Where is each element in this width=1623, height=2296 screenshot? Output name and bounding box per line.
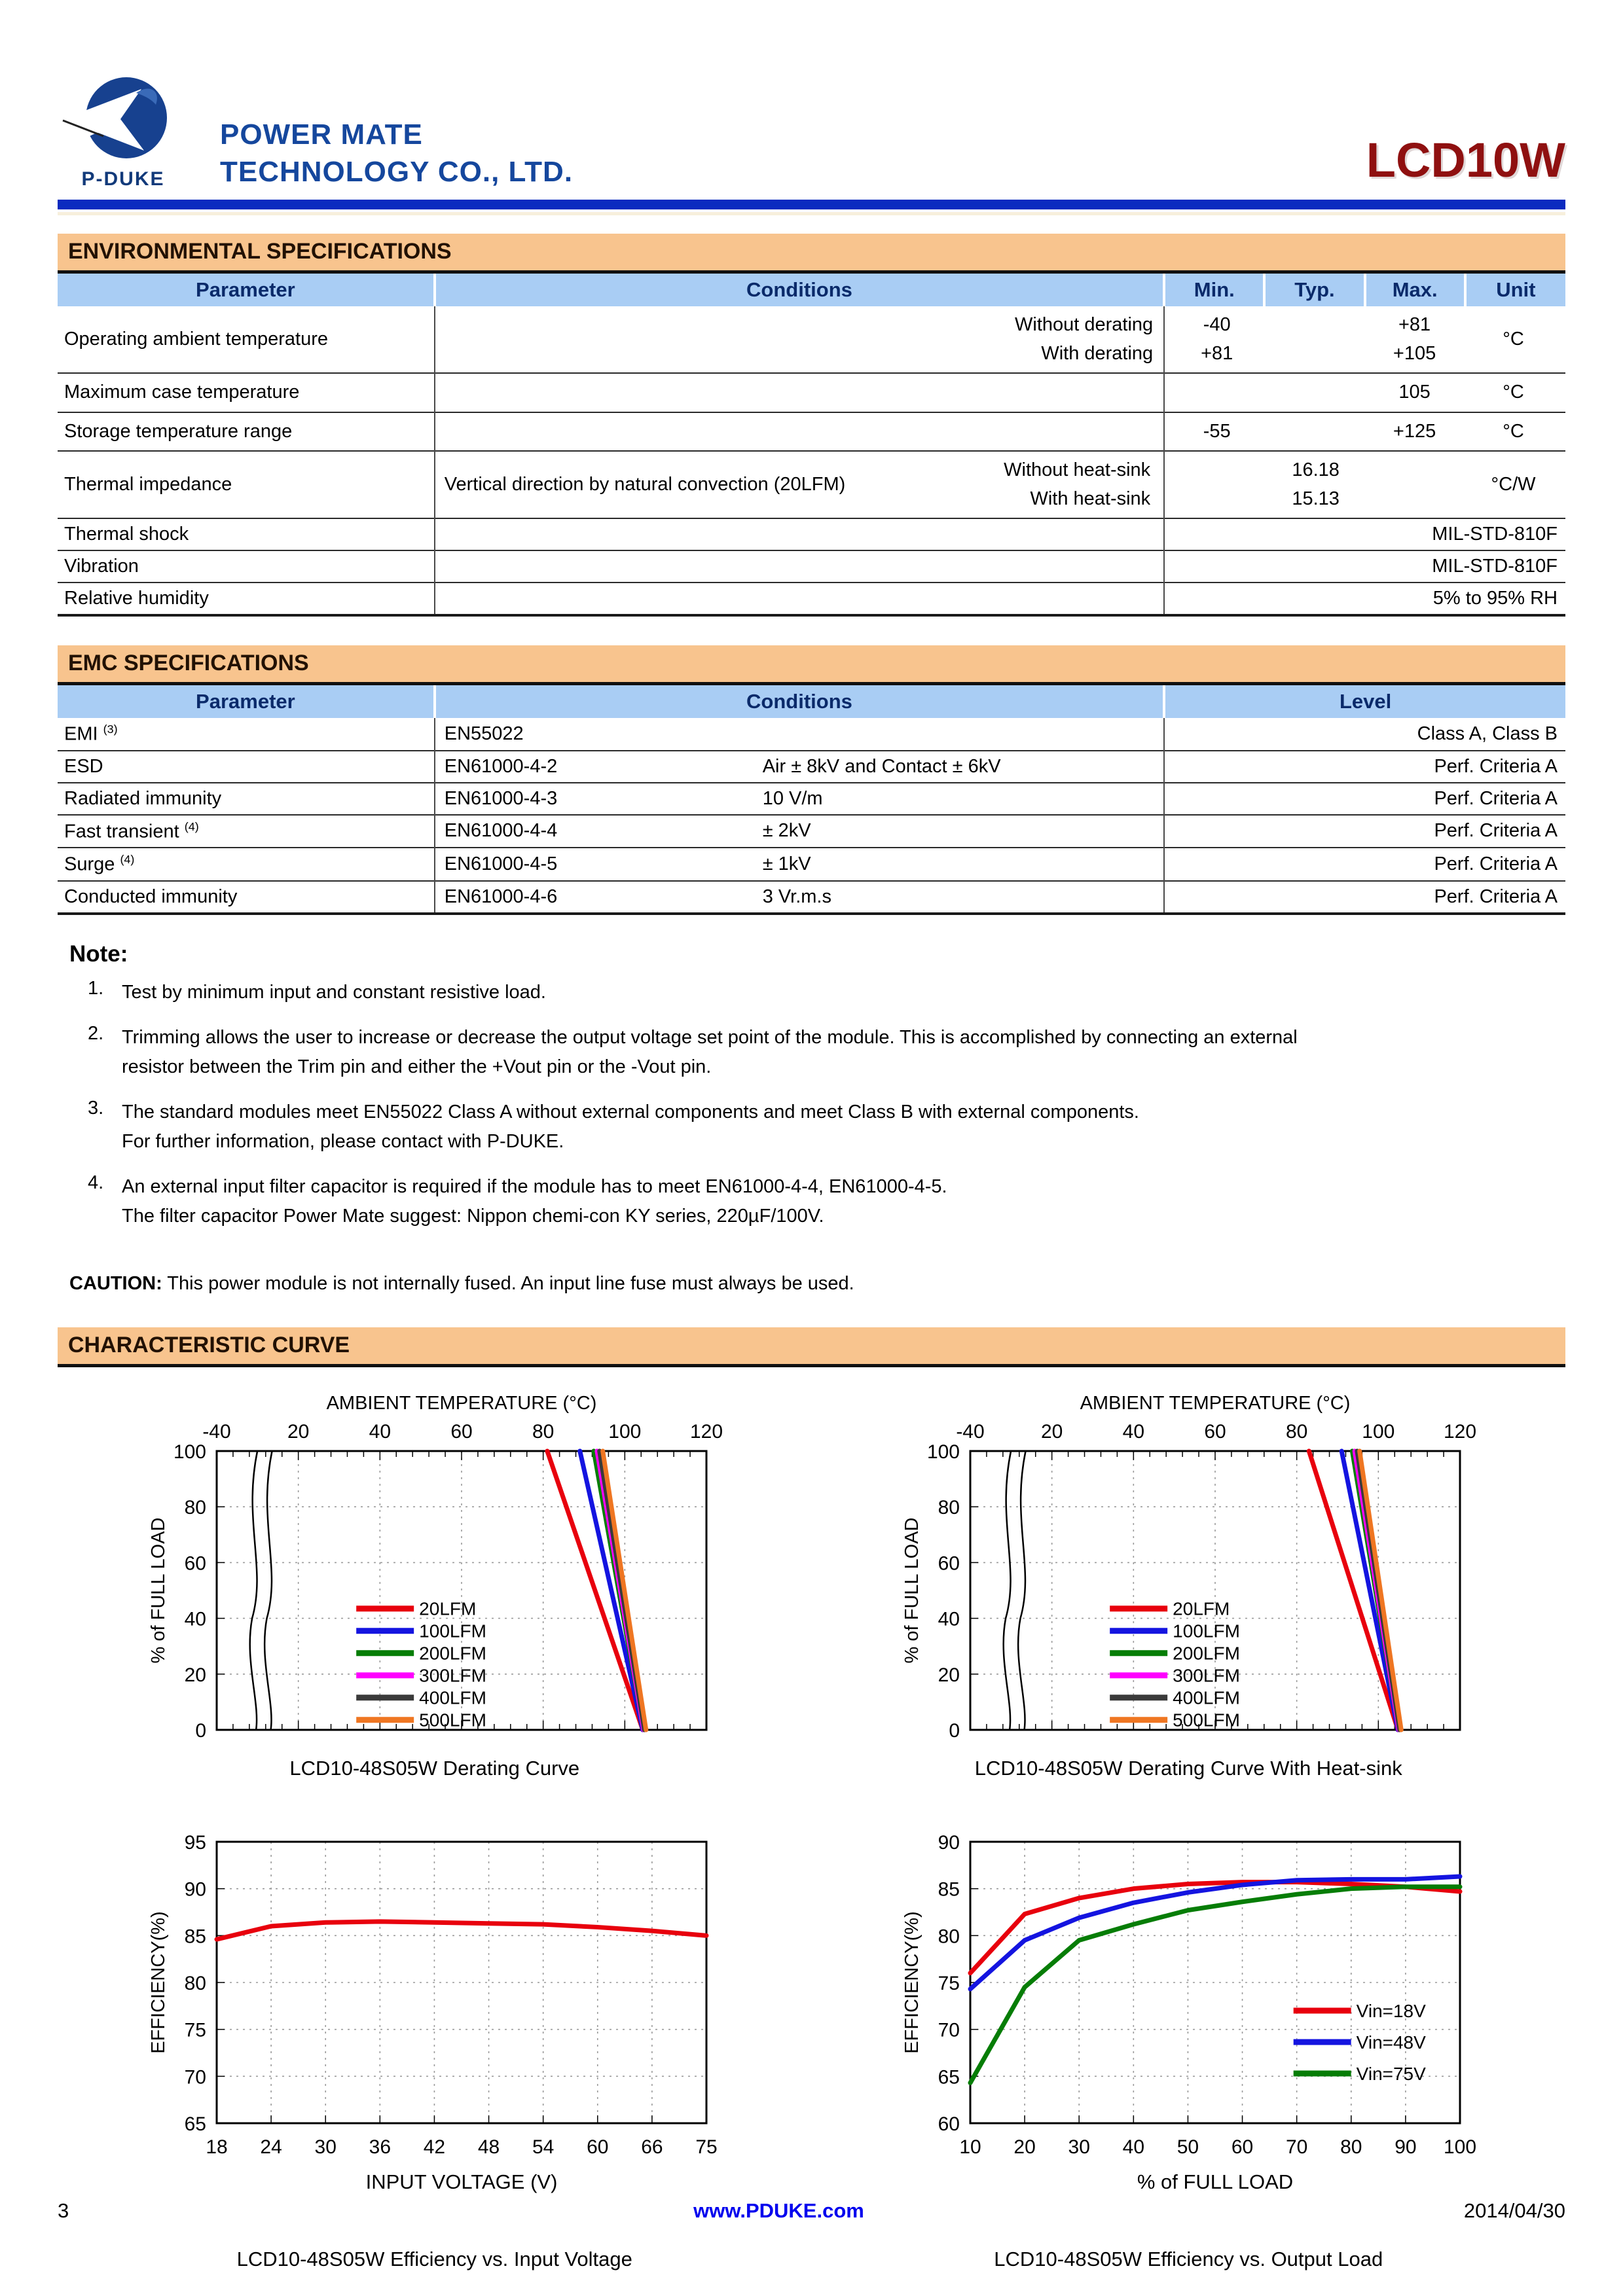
company-name-line1: POWER MATE [220, 118, 423, 151]
section-title-characteristic-curve: CHARACTERISTIC CURVE [58, 1327, 1565, 1367]
header-rule-accent [58, 212, 1565, 215]
svg-text:70: 70 [184, 2066, 206, 2088]
svg-text:60: 60 [586, 2136, 609, 2158]
svg-text:200LFM: 200LFM [418, 1643, 486, 1664]
svg-text:300LFM: 300LFM [1173, 1665, 1241, 1686]
svg-text:400LFM: 400LFM [1173, 1687, 1241, 1708]
table-row [58, 718, 1565, 751]
chart-canvas [137, 1822, 733, 2215]
section-title-environmental: ENVIRONMENTAL SPECIFICATIONS [58, 234, 1565, 274]
condition-value: 3 Vr.m.s [762, 886, 831, 907]
chart-canvas [890, 1384, 1486, 1754]
row-conditions [435, 412, 1164, 452]
company-name [220, 117, 573, 190]
derating-curve-chart [137, 1384, 733, 1780]
page-footer [58, 2199, 1565, 2223]
table-row [58, 751, 1565, 783]
svg-text:500LFM: 500LFM [418, 1710, 486, 1731]
svg-text:100LFM: 100LFM [418, 1621, 486, 1641]
condition-text: Vertical direction by natural convection (20LFM) [444, 474, 846, 495]
svg-text:80: 80 [938, 1925, 960, 1947]
standard-code: EN61000-4-5 [444, 853, 558, 875]
derating-curve-heatsink-chart [890, 1384, 1486, 1780]
note-number: 4. [88, 1172, 104, 1193]
svg-text:-40: -40 [956, 1420, 985, 1443]
section-title-emc: EMC SPECIFICATIONS [58, 645, 1565, 685]
col-parameter: Parameter [58, 685, 435, 718]
note-text: Test by minimum input and constant resistive load. [122, 981, 546, 1003]
svg-text:90: 90 [1395, 2136, 1417, 2158]
note-text: The standard modules meet EN55022 Class A without external components and meet Class B with external components. For further information, please contact with P-DUKE. [122, 1101, 1139, 1152]
chart-canvas [890, 1822, 1486, 2215]
note-number: 1. [88, 977, 104, 999]
svg-text:Vin=18V: Vin=18V [1356, 2000, 1427, 2021]
max-value: 105 [1398, 382, 1431, 403]
svg-text:40: 40 [369, 1420, 391, 1443]
svg-text:EFFICIENCY(%): EFFICIENCY(%) [902, 1910, 923, 2054]
row-param: Storage temperature range [58, 412, 435, 452]
svg-text:20: 20 [1013, 2136, 1036, 2158]
svg-text:60: 60 [450, 1420, 473, 1443]
condition-value: 10 V/m [762, 787, 823, 809]
svg-text:80: 80 [1340, 2136, 1362, 2158]
note-number: 2. [88, 1022, 104, 1044]
unit-value: °C [1503, 382, 1524, 403]
col-conditions: Conditions [435, 685, 1164, 718]
logo-wordmark: P-DUKE [81, 168, 165, 190]
svg-text:66: 66 [640, 2136, 663, 2158]
svg-text:20LFM: 20LFM [418, 1598, 477, 1619]
svg-text:% of FULL LOAD: % of FULL LOAD [1137, 2170, 1294, 2193]
svg-text:36: 36 [369, 2136, 391, 2158]
row-conditions [435, 373, 1164, 412]
col-min: Min. [1164, 274, 1264, 306]
svg-text:90: 90 [938, 1831, 960, 1854]
row-value: MIL-STD-810F [1164, 550, 1565, 583]
pduke-logo-icon [58, 71, 189, 169]
max-values: +81 +105 [1393, 314, 1436, 364]
col-parameter: Parameter [58, 274, 435, 306]
row-conditions [435, 751, 1164, 783]
svg-text:500LFM: 500LFM [1173, 1710, 1241, 1731]
svg-text:EFFICIENCY(%): EFFICIENCY(%) [147, 1910, 169, 2054]
row-conditions [435, 848, 1164, 881]
svg-text:80: 80 [184, 1496, 206, 1518]
svg-text:400LFM: 400LFM [418, 1687, 486, 1708]
max-value: +125 [1393, 420, 1436, 442]
row-param: Thermal impedance [58, 451, 435, 518]
row-values [1164, 451, 1565, 518]
row-param: Relative humidity [58, 583, 435, 615]
svg-text:300LFM: 300LFM [418, 1665, 486, 1686]
note-item [88, 1098, 1565, 1157]
chart-caption: LCD10-48S05W Efficiency vs. Input Voltage [236, 2247, 632, 2270]
table-row [58, 451, 1565, 518]
standard-code: EN61000-4-4 [444, 820, 558, 842]
note-item [88, 1172, 1565, 1231]
svg-text:100: 100 [173, 1441, 206, 1463]
row-level: Perf. Criteria A [1164, 848, 1565, 881]
row-param: Vibration [58, 550, 435, 583]
environmental-table [58, 274, 1565, 617]
svg-text:10: 10 [959, 2136, 981, 2158]
page-header [58, 0, 1565, 190]
row-param: Fast transient $^{(4)}$ [58, 815, 435, 848]
svg-text:100: 100 [1444, 2136, 1477, 2158]
svg-text:54: 54 [532, 2136, 555, 2158]
chart-caption: LCD10-48S05W Derating Curve With Heat-sink [974, 1756, 1402, 1780]
svg-text:75: 75 [184, 2019, 206, 2041]
svg-text:20: 20 [938, 1664, 960, 1686]
table-row [58, 550, 1565, 583]
svg-text:20: 20 [1041, 1420, 1063, 1443]
row-param: Thermal shock [58, 518, 435, 550]
svg-text:100: 100 [1362, 1420, 1395, 1443]
condition-line: With derating [1041, 342, 1154, 364]
svg-text:20: 20 [287, 1420, 310, 1443]
condition-value: ± 1kV [762, 853, 811, 875]
row-conditions [435, 583, 1164, 615]
caution-label: CAUTION: [69, 1272, 162, 1294]
table-row [58, 373, 1565, 412]
svg-text:65: 65 [184, 2113, 206, 2135]
col-typ: Typ. [1264, 274, 1364, 306]
row-param: ESD [58, 751, 435, 783]
svg-text:18: 18 [206, 2136, 228, 2158]
website-link[interactable]: www.PDUKE.com [693, 2199, 864, 2222]
svg-text:30: 30 [314, 2136, 337, 2158]
condition-value: Air ± 8kV and Contact ± 6kV [762, 755, 1001, 777]
row-conditions [435, 306, 1164, 373]
row-conditions [435, 783, 1164, 815]
svg-text:Vin=48V: Vin=48V [1356, 2032, 1427, 2053]
svg-text:0: 0 [195, 1719, 206, 1742]
table-row [58, 815, 1565, 848]
standard-code: EN61000-4-6 [444, 886, 558, 907]
caution-body: This power module is not internally fused. An input line fuse must always be used. [162, 1272, 854, 1294]
svg-text:100: 100 [608, 1420, 642, 1443]
svg-text:60: 60 [184, 1552, 206, 1574]
row-level: Class A, Class B [1417, 723, 1558, 744]
row-conditions [435, 815, 1164, 848]
col-level: Level [1164, 685, 1565, 718]
row-param: Conducted immunity [58, 881, 435, 914]
svg-text:30: 30 [1068, 2136, 1091, 2158]
table-row [58, 848, 1565, 881]
row-value: MIL-STD-810F [1164, 518, 1565, 550]
unit-value: °C [1503, 420, 1524, 442]
row-conditions [435, 451, 1164, 518]
row-param: EMI $^{(3)}$ [58, 718, 435, 751]
col-unit: Unit [1465, 274, 1565, 306]
standard-code: EN61000-4-2 [444, 755, 558, 777]
svg-text:60: 60 [938, 2113, 960, 2135]
svg-text:AMBIENT TEMPERATURE (°C): AMBIENT TEMPERATURE (°C) [326, 1392, 597, 1414]
svg-text:INPUT VOLTAGE (V): INPUT VOLTAGE (V) [365, 2170, 558, 2193]
row-param: Surge $^{(4)}$ [58, 848, 435, 881]
svg-text:70: 70 [1286, 2136, 1308, 2158]
note-list [58, 978, 1565, 1231]
product-title: LCD10W [1366, 133, 1565, 187]
svg-text:90: 90 [184, 1878, 206, 1901]
svg-text:48: 48 [477, 2136, 500, 2158]
svg-text:60: 60 [1204, 1420, 1226, 1443]
environmental-header-row [58, 274, 1565, 306]
note-item [88, 978, 1565, 1007]
table-row [58, 583, 1565, 615]
row-level: Perf. Criteria A [1164, 815, 1565, 848]
svg-text:24: 24 [260, 2136, 282, 2158]
svg-text:75: 75 [695, 2136, 718, 2158]
svg-text:20: 20 [184, 1664, 206, 1686]
svg-text:% of FULL LOAD: % of FULL LOAD [147, 1517, 169, 1664]
row-param: Operating ambient temperature [58, 306, 435, 373]
svg-text:80: 80 [184, 1972, 206, 1994]
condition-line: Without derating [1015, 314, 1154, 335]
svg-text:40: 40 [1122, 1420, 1145, 1443]
row-param: Maximum case temperature [58, 373, 435, 412]
svg-text:120: 120 [1444, 1420, 1477, 1443]
note-number: 3. [88, 1097, 104, 1119]
svg-text:60: 60 [1231, 2136, 1254, 2158]
typ-values: 16.18 15.13 [1292, 459, 1340, 509]
svg-text:40: 40 [1122, 2136, 1145, 2158]
svg-text:75: 75 [938, 1972, 960, 1994]
revision-date: 2014/04/30 [1463, 2199, 1565, 2222]
svg-text:60: 60 [938, 1552, 960, 1574]
table-row [58, 881, 1565, 914]
standard-code: EN61000-4-3 [444, 787, 558, 809]
row-values [1164, 373, 1565, 412]
table-row [58, 783, 1565, 815]
row-conditions [435, 718, 1164, 751]
svg-text:20LFM: 20LFM [1173, 1598, 1230, 1619]
emc-table [58, 685, 1565, 915]
table-row [58, 412, 1565, 452]
table-row [58, 518, 1565, 550]
svg-text:85: 85 [184, 1925, 206, 1947]
svg-text:% of FULL LOAD: % of FULL LOAD [902, 1517, 923, 1664]
chart-caption: LCD10-48S05W Efficiency vs. Output Load [994, 2247, 1383, 2270]
emc-header-row [58, 685, 1565, 718]
note-text: An external input filter capacitor is required if the module has to meet EN61000-4-4, EN61000-4-5. The filter capacitor Power Mate suggest: Nippon chemi-con KY series, 220µF/100V. [122, 1175, 947, 1227]
svg-text:AMBIENT TEMPERATURE (°C): AMBIENT TEMPERATURE (°C) [1080, 1392, 1351, 1414]
svg-text:-40: -40 [202, 1420, 231, 1443]
row-level: Perf. Criteria A [1164, 783, 1565, 815]
svg-text:100LFM: 100LFM [1173, 1621, 1241, 1641]
note-text: Trimming allows the user to increase or decrease the output voltage set point of the module. This is accomplished by connecting an external resistor between the Trim pin and either the +Vout pin or the -Vout pin. [122, 1026, 1298, 1077]
emc-table-body [58, 718, 1565, 914]
charts-grid [58, 1384, 1565, 2271]
table-row [58, 306, 1565, 373]
svg-text:50: 50 [1177, 2136, 1199, 2158]
svg-text:200LFM: 200LFM [1173, 1643, 1241, 1664]
svg-text:80: 80 [938, 1496, 960, 1518]
row-conditions [435, 881, 1164, 914]
row-values [1164, 412, 1565, 452]
company-name-line2: TECHNOLOGY CO., LTD. [220, 155, 574, 188]
note-title: Note: [69, 941, 128, 967]
row-conditions [435, 550, 1164, 583]
row-values [1164, 306, 1565, 373]
svg-text:120: 120 [689, 1420, 723, 1443]
standard-code: EN55022 [444, 723, 524, 744]
row-level: Perf. Criteria A [1164, 881, 1565, 914]
svg-text:85: 85 [938, 1878, 960, 1901]
col-max: Max. [1365, 274, 1465, 306]
svg-text:95: 95 [184, 1831, 206, 1854]
row-level: Perf. Criteria A [1164, 751, 1565, 783]
svg-text:80: 80 [1286, 1420, 1308, 1443]
caution-text [69, 1273, 1565, 1295]
condition-lines: Without heat-sink With heat-sink [1004, 459, 1151, 509]
svg-text:42: 42 [423, 2136, 445, 2158]
chart-caption: LCD10-48S05W Derating Curve [289, 1756, 580, 1780]
row-param: Radiated immunity [58, 783, 435, 815]
row-value: 5% to 95% RH [1164, 583, 1565, 615]
company-logo [58, 71, 208, 190]
svg-text:65: 65 [938, 2066, 960, 2088]
svg-text:Vin=75V: Vin=75V [1356, 2063, 1427, 2084]
page-number: 3 [58, 2199, 69, 2222]
col-conditions: Conditions [435, 274, 1164, 306]
svg-text:80: 80 [532, 1420, 555, 1443]
svg-text:40: 40 [938, 1608, 960, 1630]
min-value: -55 [1203, 420, 1231, 442]
svg-text:100: 100 [927, 1441, 960, 1463]
unit-value: °C/W [1491, 473, 1536, 495]
svg-text:70: 70 [938, 2019, 960, 2041]
svg-text:0: 0 [949, 1719, 960, 1742]
min-values: -40 +81 [1201, 314, 1233, 364]
row-conditions [435, 518, 1164, 550]
note-item [88, 1023, 1565, 1082]
chart-canvas [137, 1384, 733, 1754]
header-rule [58, 200, 1565, 209]
condition-value: ± 2kV [762, 820, 811, 842]
svg-text:40: 40 [184, 1608, 206, 1630]
unit-value: °C [1503, 328, 1524, 350]
